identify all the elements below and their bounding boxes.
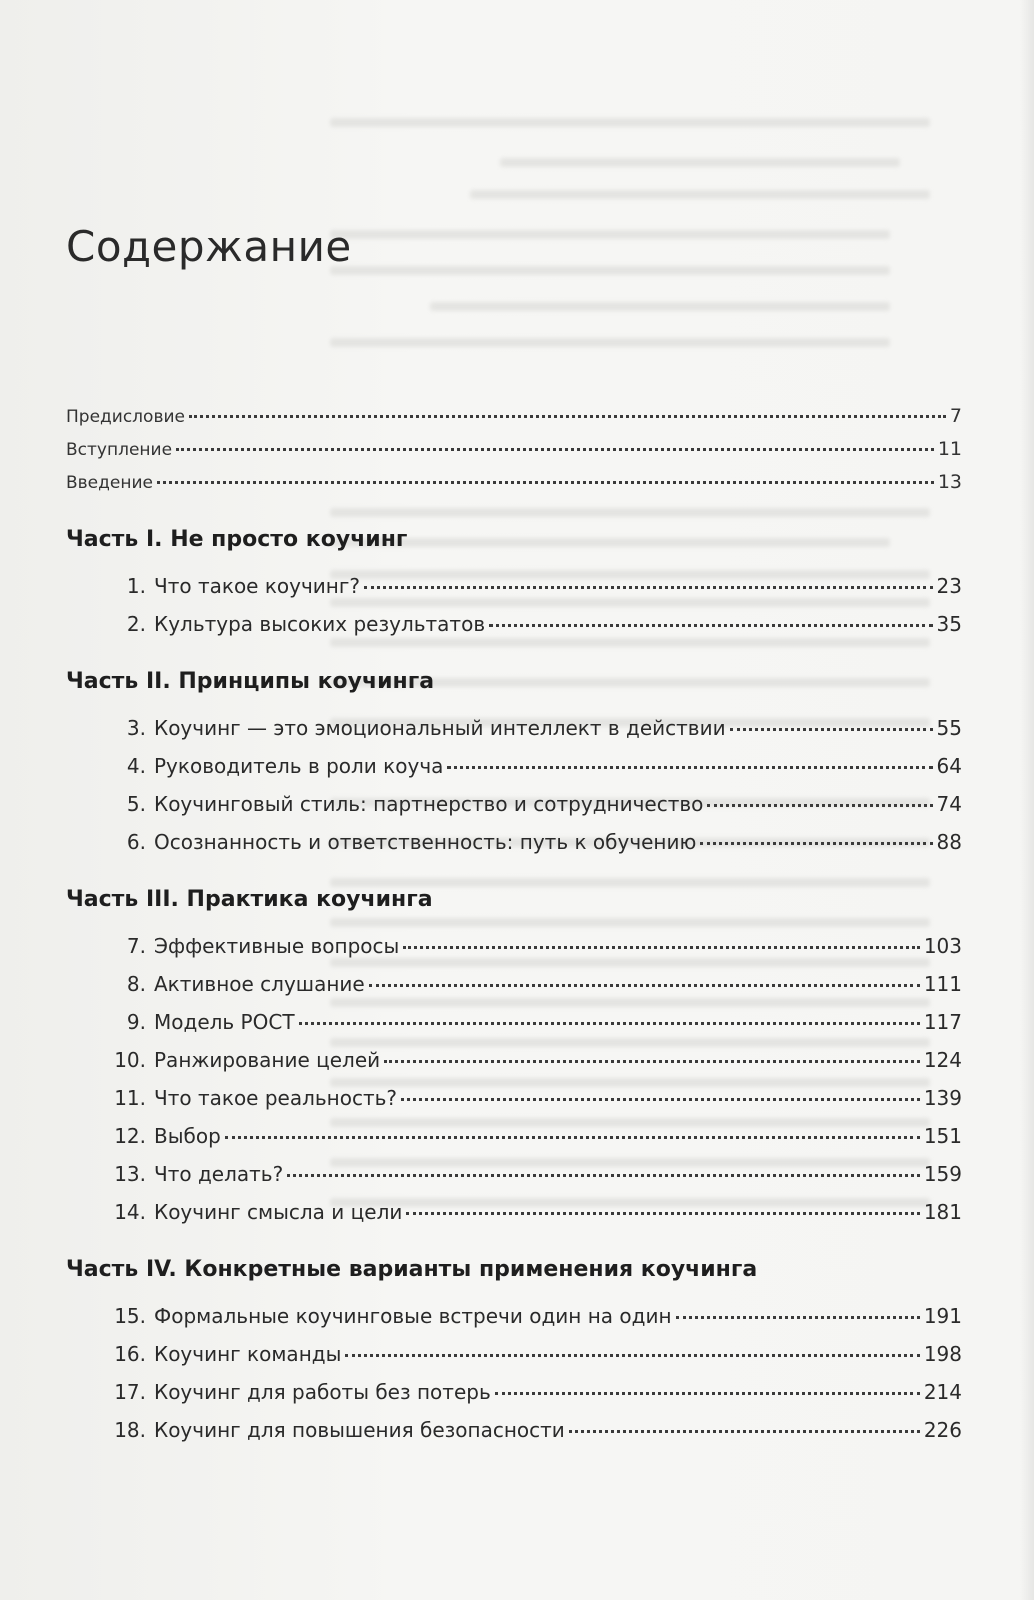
chapter-number: 5. [126,792,146,816]
table-of-contents [66,400,962,1449]
part-1 [66,523,962,643]
chapter-title: Коучинговый стиль: партнерство и сотрудничество [154,792,704,816]
dot-leader [384,1060,920,1063]
chapter-number: 4. [126,754,146,778]
chapter-number: 2. [126,612,146,636]
part-2 [66,665,962,861]
toc-chapter[interactable] [66,965,962,1003]
chapter-title: Выбор [154,1124,221,1148]
part-4 [66,1253,962,1449]
toc-chapter[interactable] [66,1079,962,1117]
chapter-title: Эффективные вопросы [154,934,400,958]
chapter-title: Коучинг смысла и цели [154,1200,403,1224]
toc-chapter[interactable] [66,1003,962,1041]
toc-page-number: 151 [923,1124,962,1148]
toc-chapter[interactable] [66,709,962,747]
chapter-title: Коучинг команды [154,1342,342,1366]
dot-leader [447,766,932,769]
toc-chapter[interactable] [66,1411,962,1449]
toc-chapter[interactable] [66,1155,962,1193]
toc-page-number: 23 [936,574,962,598]
dot-leader [406,1212,919,1215]
show-through-line [500,158,900,167]
dot-leader [287,1174,920,1177]
show-through-line [430,302,890,311]
dot-leader [489,624,932,627]
toc-chapter[interactable] [66,567,962,605]
toc-chapter[interactable] [66,1373,962,1411]
toc-entry-label: Введение [66,473,153,493]
chapter-title: Что делать? [154,1162,284,1186]
chapter-title: Коучинг для повышения безопасности [154,1418,565,1442]
toc-page-number: 74 [936,792,962,816]
part-heading[interactable]: Часть IV. Конкретные варианты применения коучинга [66,1257,758,1282]
toc-page-number: 13 [937,471,962,493]
dot-leader [225,1136,920,1139]
part-heading[interactable]: Часть I. Не просто коучинг [66,527,408,552]
show-through-line [330,118,930,127]
dot-leader [345,1354,919,1357]
chapter-title: Что такое коучинг? [154,574,361,598]
dot-leader [299,1022,920,1025]
dot-leader [700,842,932,845]
dot-leader [157,481,934,484]
toc-page-number: 214 [923,1380,962,1404]
toc-chapter[interactable] [66,1041,962,1079]
toc-page-number: 139 [923,1086,962,1110]
toc-page-number: 55 [936,716,962,740]
chapter-title: Ранжирование целей [154,1048,381,1072]
toc-chapter[interactable] [66,605,962,643]
chapter-title: Модель РОСТ [154,1010,295,1034]
dot-leader [401,1098,920,1101]
toc-page-number: 88 [936,830,962,854]
dot-leader [403,946,919,949]
toc-page-number: 159 [923,1162,962,1186]
toc-page-number: 7 [949,405,962,427]
chapter-title: Культура высоких результатов [154,612,486,636]
chapter-number: 3. [126,716,146,740]
chapter-title: Формальные коучинговые встречи один на один [154,1304,672,1328]
toc-page-number: 11 [937,438,962,460]
toc-page-number: 124 [923,1048,962,1072]
toc-page-number: 181 [923,1200,962,1224]
toc-page-number: 226 [923,1418,962,1442]
toc-entry-introduction[interactable] [66,466,962,499]
dot-leader [569,1430,920,1433]
chapter-number: 18. [114,1418,146,1442]
show-through-line [330,230,890,239]
chapter-title: Руководитель в роли коуча [154,754,444,778]
toc-chapter[interactable] [66,823,962,861]
toc-chapter[interactable] [66,1335,962,1373]
chapter-number: 15. [114,1304,146,1328]
toc-chapter[interactable] [66,1193,962,1231]
toc-page-number: 117 [923,1010,962,1034]
toc-entry-label: Предисловие [66,407,185,427]
chapter-title: Коучинг — это эмоциональный интеллект в действии [154,716,726,740]
dot-leader [730,728,933,731]
chapter-number: 7. [126,934,146,958]
chapter-number: 14. [114,1200,146,1224]
chapter-number: 16. [114,1342,146,1366]
toc-entry-preface[interactable] [66,400,962,433]
toc-page-number: 191 [923,1304,962,1328]
toc-chapter[interactable] [66,747,962,785]
dot-leader [707,804,932,807]
dot-leader [189,415,946,418]
toc-page-number: 103 [923,934,962,958]
toc-page-number: 111 [923,972,962,996]
toc-chapter[interactable] [66,927,962,965]
chapter-number: 13. [114,1162,146,1186]
dot-leader [495,1392,920,1395]
chapter-title: Коучинг для работы без потерь [154,1380,491,1404]
part-heading[interactable]: Часть II. Принципы коучинга [66,669,435,694]
chapter-number: 8. [126,972,146,996]
chapter-number: 12. [114,1124,146,1148]
chapter-title: Активное слушание [154,972,365,996]
part-3 [66,883,962,1231]
chapter-number: 1. [126,574,146,598]
page-edge-shadow [1020,0,1034,1600]
toc-chapter[interactable] [66,1297,962,1335]
chapter-title: Осознанность и ответственность: путь к обучению [154,830,697,854]
toc-chapter[interactable] [66,785,962,823]
chapter-number: 9. [126,1010,146,1034]
chapter-number: 11. [114,1086,146,1110]
show-through-line [330,338,890,347]
toc-page-number: 35 [936,612,962,636]
dot-leader [176,448,934,451]
chapter-title: Что такое реальность? [154,1086,398,1110]
page-title: Содержание [66,222,352,271]
dot-leader [364,586,933,589]
front-matter-list [66,400,962,499]
toc-page-number: 198 [923,1342,962,1366]
dot-leader [676,1316,920,1319]
dot-leader [369,984,920,987]
chapter-number: 6. [126,830,146,854]
toc-entry-label: Вступление [66,440,173,460]
toc-entry-foreword[interactable] [66,433,962,466]
toc-page-number: 64 [936,754,962,778]
show-through-line [330,266,890,275]
chapter-number: 17. [114,1380,146,1404]
chapter-number: 10. [114,1048,146,1072]
part-heading[interactable]: Часть III. Практика коучинга [66,887,433,912]
show-through-line [470,190,930,199]
toc-chapter[interactable] [66,1117,962,1155]
